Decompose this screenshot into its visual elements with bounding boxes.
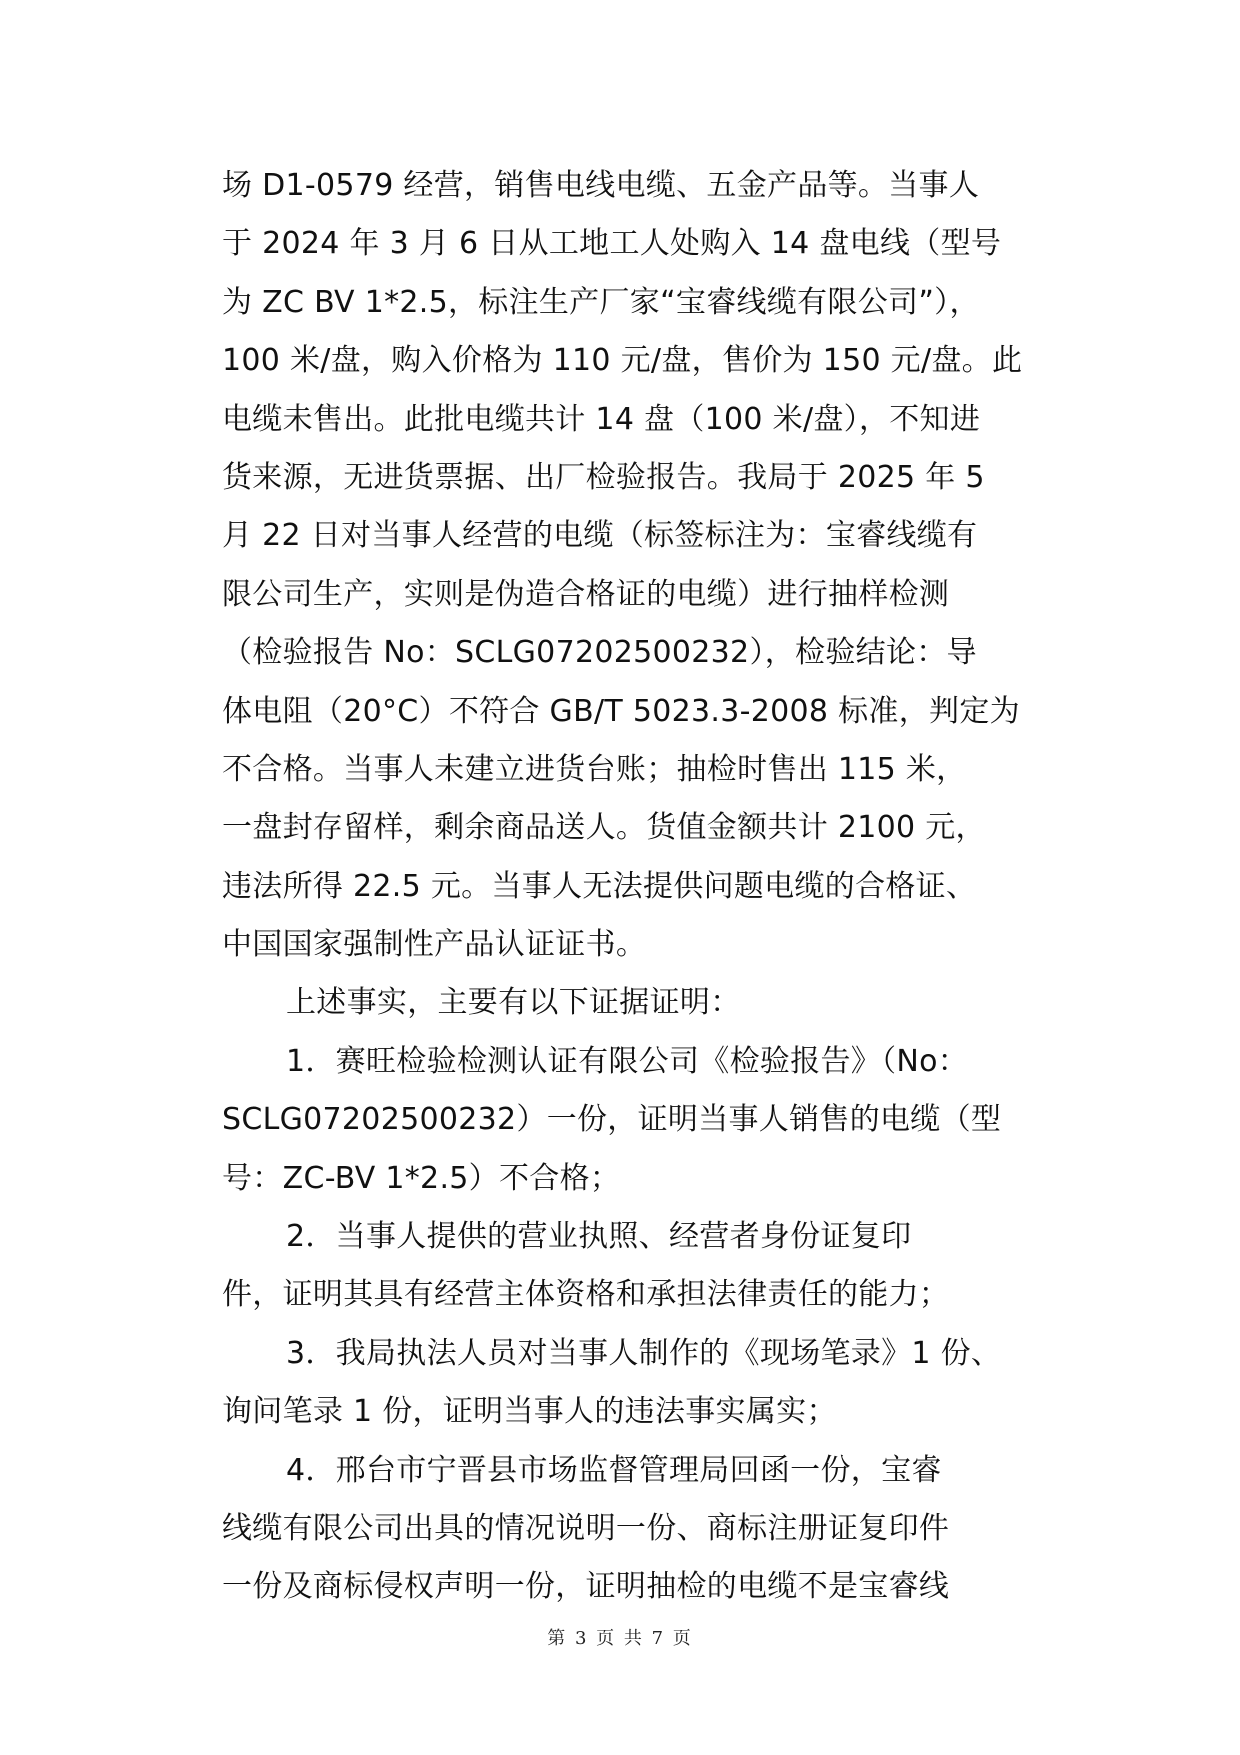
document-body [222, 157, 1030, 1617]
page-footer: 第 3 页 共 7 页 [547, 1628, 693, 1649]
text-line: 4．邢台市宁晋县市场监督管理局回函一份，宝睿 [286, 1452, 942, 1488]
text-line: 于 2024 年 3 月 6 日从工地工人处购入 14 盘电线（型号 [222, 226, 1002, 262]
text-line: 上述事实，主要有以下证据证明： [286, 985, 741, 1021]
text-line: 3．我局执法人员对当事人制作的《现场笔录》1 份、 [286, 1335, 1002, 1371]
text-line: 违法所得 22.5 元。当事人无法提供问题电缆的合格证、 [222, 868, 977, 904]
text-line: 100 米/盘，购入价格为 110 元/盘，售价为 150 元/盘。此 [222, 343, 1023, 379]
text-line: 场 D1-0579 经营，销售电线电缆、五金产品等。当事人 [222, 168, 980, 203]
text-line: 为 ZC BV 1*2.5，标注生产厂家“宝睿线缆有限公司”）， [222, 284, 980, 320]
text-line: 号：ZC-BV 1*2.5）不合格； [222, 1160, 621, 1196]
text-line: 1．赛旺检验检测认证有限公司《检验报告》（No： [286, 1043, 969, 1079]
text-line: 中国国家强制性产品认证证书。 [222, 927, 647, 963]
text-line: 限公司生产，实则是伪造合格证的电缆）进行抽样检测 [222, 576, 950, 612]
text-line: 2．当事人提供的营业执照、经营者身份证复印 [286, 1219, 912, 1255]
text-line: 不合格。当事人未建立进货台账；抽检时售出 115 米， [222, 751, 967, 787]
text-line: 询问笔录 1 份，证明当事人的违法事实属实； [222, 1394, 837, 1430]
text-line: 月 22 日对当事人经营的电缆（标签标注为：宝睿线缆有 [222, 518, 978, 554]
text-line: 货来源，无进货票据、出厂检验报告。我局于 2025 年 5 [222, 459, 985, 495]
text-line: （检验报告 No：SCLG07202500232），检验结论：导 [222, 635, 977, 671]
text-line: 件，证明其具有经营主体资格和承担法律责任的能力； [222, 1277, 950, 1313]
text-line: 电缆未售出。此批电缆共计 14 盘（100 米/盘），不知进 [222, 401, 981, 437]
text-line: 体电阻（20°C）不符合 GB/T 5023.3-2008 标准，判定为 [222, 693, 1020, 729]
text-line: 一盘封存留样，剩余商品送人。货值金额共计 2100 元， [222, 810, 986, 846]
text-line: 一份及商标侵权声明一份，证明抽检的电缆不是宝睿线 [222, 1569, 950, 1605]
text-line: SCLG07202500232）一份，证明当事人销售的电缆（型 [222, 1102, 1002, 1138]
text-line: 线缆有限公司出具的情况说明一份、商标注册证复印件 [222, 1510, 950, 1546]
